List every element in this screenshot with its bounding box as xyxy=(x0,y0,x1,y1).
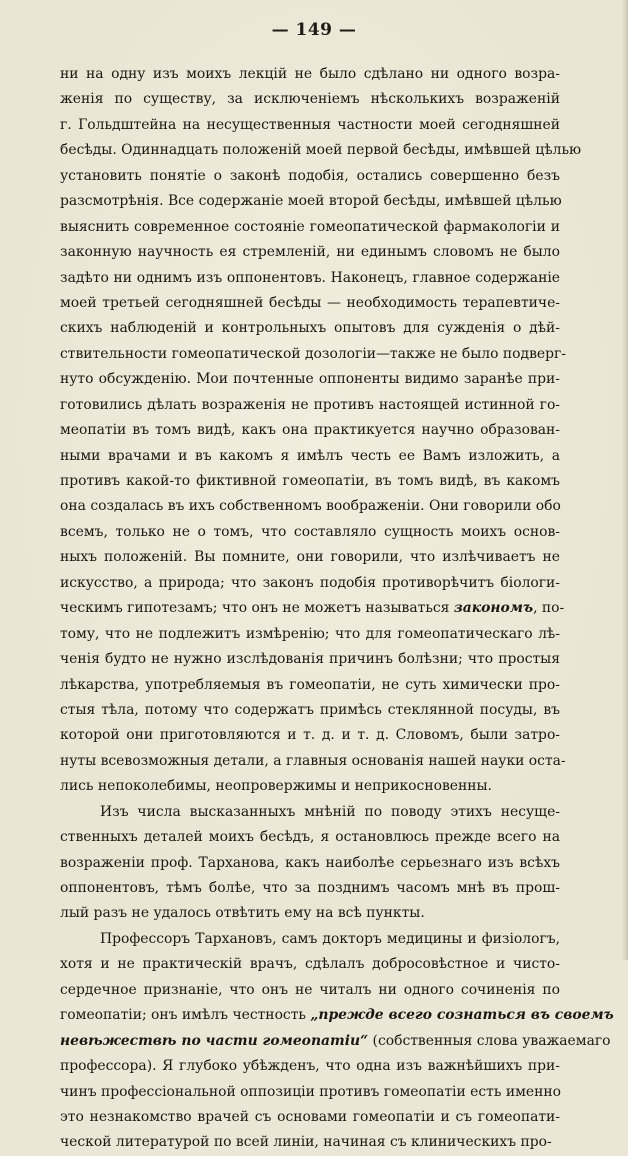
text-line xyxy=(60,494,560,519)
text-line xyxy=(60,87,560,112)
text-line xyxy=(60,1003,614,1028)
text-line xyxy=(60,901,560,926)
text-run: выяснить современное состояніе гомеопатической фармакологіи и xyxy=(60,218,560,235)
text-run: гомеопатіи; онъ имѣлъ честность xyxy=(60,1007,311,1024)
text-line xyxy=(60,1029,611,1054)
text-run: тому, что не подлежитъ измѣренію; что для гомеопатическаго лѣ- xyxy=(60,625,560,642)
text-line xyxy=(60,342,566,367)
text-run: сердечное признаніе, что онъ не читалъ ни одного сочиненія по xyxy=(60,981,560,998)
text-run: разсмотрѣнія. Все содержаніе моей второй бесѣды, имѣвшей цѣлью xyxy=(60,193,562,210)
text-line xyxy=(60,825,560,850)
text-line xyxy=(60,723,560,748)
text-line xyxy=(60,393,560,418)
text-run: задѣто ни однимъ изъ оппонентовъ. Наконецъ, главное содержаніе xyxy=(60,269,560,286)
text-run: ствительности гомеопатической дозологіи—также не было подверг- xyxy=(60,345,566,362)
text-run: бесѣды. Одиннадцать положеній моей первой бесѣды, имѣвшей цѣлью xyxy=(60,142,582,159)
text-line xyxy=(60,1080,560,1105)
text-line xyxy=(60,418,560,443)
paragraph xyxy=(60,927,614,1156)
text-run: лѣкарства, употребляемыя въ гомеопатіи, не суть химически про- xyxy=(60,676,560,693)
text-run: г. Гольдштейна на несущественныя частности моей сегодняшней xyxy=(60,116,560,133)
text-run: профессора). Я глубоко убѣжденъ, что одна изъ важнѣйшихъ при- xyxy=(60,1058,560,1075)
text-run: всемъ, только не о томъ, что составляло сущность моихъ основ- xyxy=(60,523,560,540)
text-line xyxy=(60,851,560,876)
text-line xyxy=(60,240,560,265)
text-line xyxy=(60,1105,560,1130)
text-run: оппонентовъ, тѣмъ болѣе, что за позднимъ часомъ мнѣ въ прош- xyxy=(60,880,560,896)
text-line xyxy=(60,800,560,825)
text-run: ныхъ положеній. Вы помните, они говорили, что излѣчиваетъ не xyxy=(60,549,560,566)
text-run: ческимъ гипотезамъ; что онъ не можетъ называться xyxy=(60,600,454,617)
text-run: Изъ числа высказанныхъ мнѣній по поводу этихъ несуще- xyxy=(100,803,560,820)
text-line xyxy=(60,545,560,570)
text-run: возраженіи проф. Тарханова, какъ наиболѣе серьезнаго изъ всѣхъ xyxy=(60,854,560,871)
text-run: ными врачами и въ какомъ я имѣлъ честь ее Вамъ изложить, а xyxy=(60,447,560,464)
text-run: моей третьей сегодняшней бесѣды — необходимость терапевтиче- xyxy=(60,294,560,311)
text-line xyxy=(60,978,560,1003)
text-line xyxy=(60,698,560,723)
text-run: установить понятіе о законѣ подобія, остались совершенно безъ xyxy=(60,167,560,184)
page-number: — 149 — xyxy=(271,20,357,40)
text-line xyxy=(60,774,560,799)
text-line xyxy=(60,189,560,214)
text-line xyxy=(60,749,566,774)
text-line xyxy=(60,571,560,596)
text-run: (собственныя слова уважаемаго xyxy=(368,1032,611,1049)
body-text xyxy=(60,62,614,1156)
text-run: готовились дѣлать возраженія не противъ настоящей истинной го- xyxy=(60,396,560,413)
text-run: лись непоколебимы, неопровержимы и неприкосновенны. xyxy=(60,778,492,795)
text-line xyxy=(60,113,560,138)
text-run: меопатіи въ томъ видѣ, какъ она практикуется научно образован- xyxy=(60,422,560,439)
text-run: это незнакомство врачей съ основами гомеопатіи и съ гомеопати- xyxy=(60,1108,560,1125)
text-line xyxy=(60,647,560,672)
text-line xyxy=(60,164,560,189)
text-run: нуты всевозможныя детали, а главныя основанія нашей науки оста- xyxy=(60,752,566,769)
emphasized-text: закономъ xyxy=(453,600,534,617)
text-run: стыя тѣла, потому что содержатъ примѣсь стеклянной посуды, въ xyxy=(60,701,560,718)
text-run: противъ какой-то фиктивной гомеопатіи, въ томъ видѣ, въ какомъ xyxy=(60,473,560,489)
text-line xyxy=(60,673,560,698)
text-run: она создалась въ ихъ собственномъ воображеніи. Они говорили обо xyxy=(60,498,561,515)
text-run: законную научность ея стремленій, ни единымъ словомъ не было xyxy=(60,244,560,261)
text-line xyxy=(60,469,560,494)
text-line xyxy=(60,62,560,87)
text-run: ственныхъ деталей моихъ бесѣдъ, я остановлюсь прежде всего на xyxy=(60,829,560,846)
text-line xyxy=(60,266,560,291)
text-line xyxy=(60,316,560,341)
emphasized-text: „прежде всего сознаться въ своемъ xyxy=(310,1007,614,1024)
text-run: скихъ наблюденій и контрольныхъ опытовъ для сужденія о дѣй- xyxy=(60,320,560,337)
text-run: , по- xyxy=(533,600,565,617)
page-edge-shadow xyxy=(622,0,628,960)
text-line xyxy=(60,138,582,163)
text-run: ческой литературой по всей линіи, начиная съ клиническихъ про- xyxy=(60,1134,552,1151)
text-line xyxy=(60,215,560,240)
text-run: которой они приготовляются и т. д. и т. д. Словомъ, были затро- xyxy=(60,727,560,744)
text-line xyxy=(60,927,560,952)
emphasized-text: невѣжествѣ по части гомеопатіи“ xyxy=(60,1032,369,1049)
text-run: ченія будто не нужно изслѣдованія причинъ болѣзни; что простыя xyxy=(60,651,560,668)
text-run: хотя и не практическій врачъ, сдѣлалъ добросовѣстное и чисто- xyxy=(60,956,560,973)
text-line xyxy=(60,1130,560,1155)
text-line xyxy=(60,291,560,316)
text-line xyxy=(60,520,560,545)
text-run: Профессоръ Тархановъ, самъ докторъ медицины и физіологъ, xyxy=(100,930,560,947)
text-run: женія по существу, за исключеніемъ нѣсколькихъ возраженій xyxy=(60,91,560,108)
text-line xyxy=(60,952,560,977)
text-line xyxy=(60,444,560,469)
text-run: нуто обсужденію. Мои почтенные оппоненты видимо заранѣе при- xyxy=(60,371,560,388)
paragraph xyxy=(60,800,560,927)
text-run: ни на одну изъ моихъ лекцій не было сдѣлано ни одного возра- xyxy=(60,66,560,82)
text-run: лый разъ не удалось отвѣтить ему на всѣ пункты. xyxy=(60,905,425,922)
text-line xyxy=(60,876,560,901)
text-line xyxy=(60,622,560,647)
text-run: искусство, а природа; что законъ подобія противорѣчитъ біологи- xyxy=(60,574,560,591)
text-run: чинъ профессіональной оппозиціи противъ гомеопатіи есть именно xyxy=(60,1083,561,1100)
text-line xyxy=(60,367,560,392)
text-line xyxy=(60,1054,560,1079)
text-line xyxy=(60,596,565,621)
paragraph xyxy=(60,62,582,800)
